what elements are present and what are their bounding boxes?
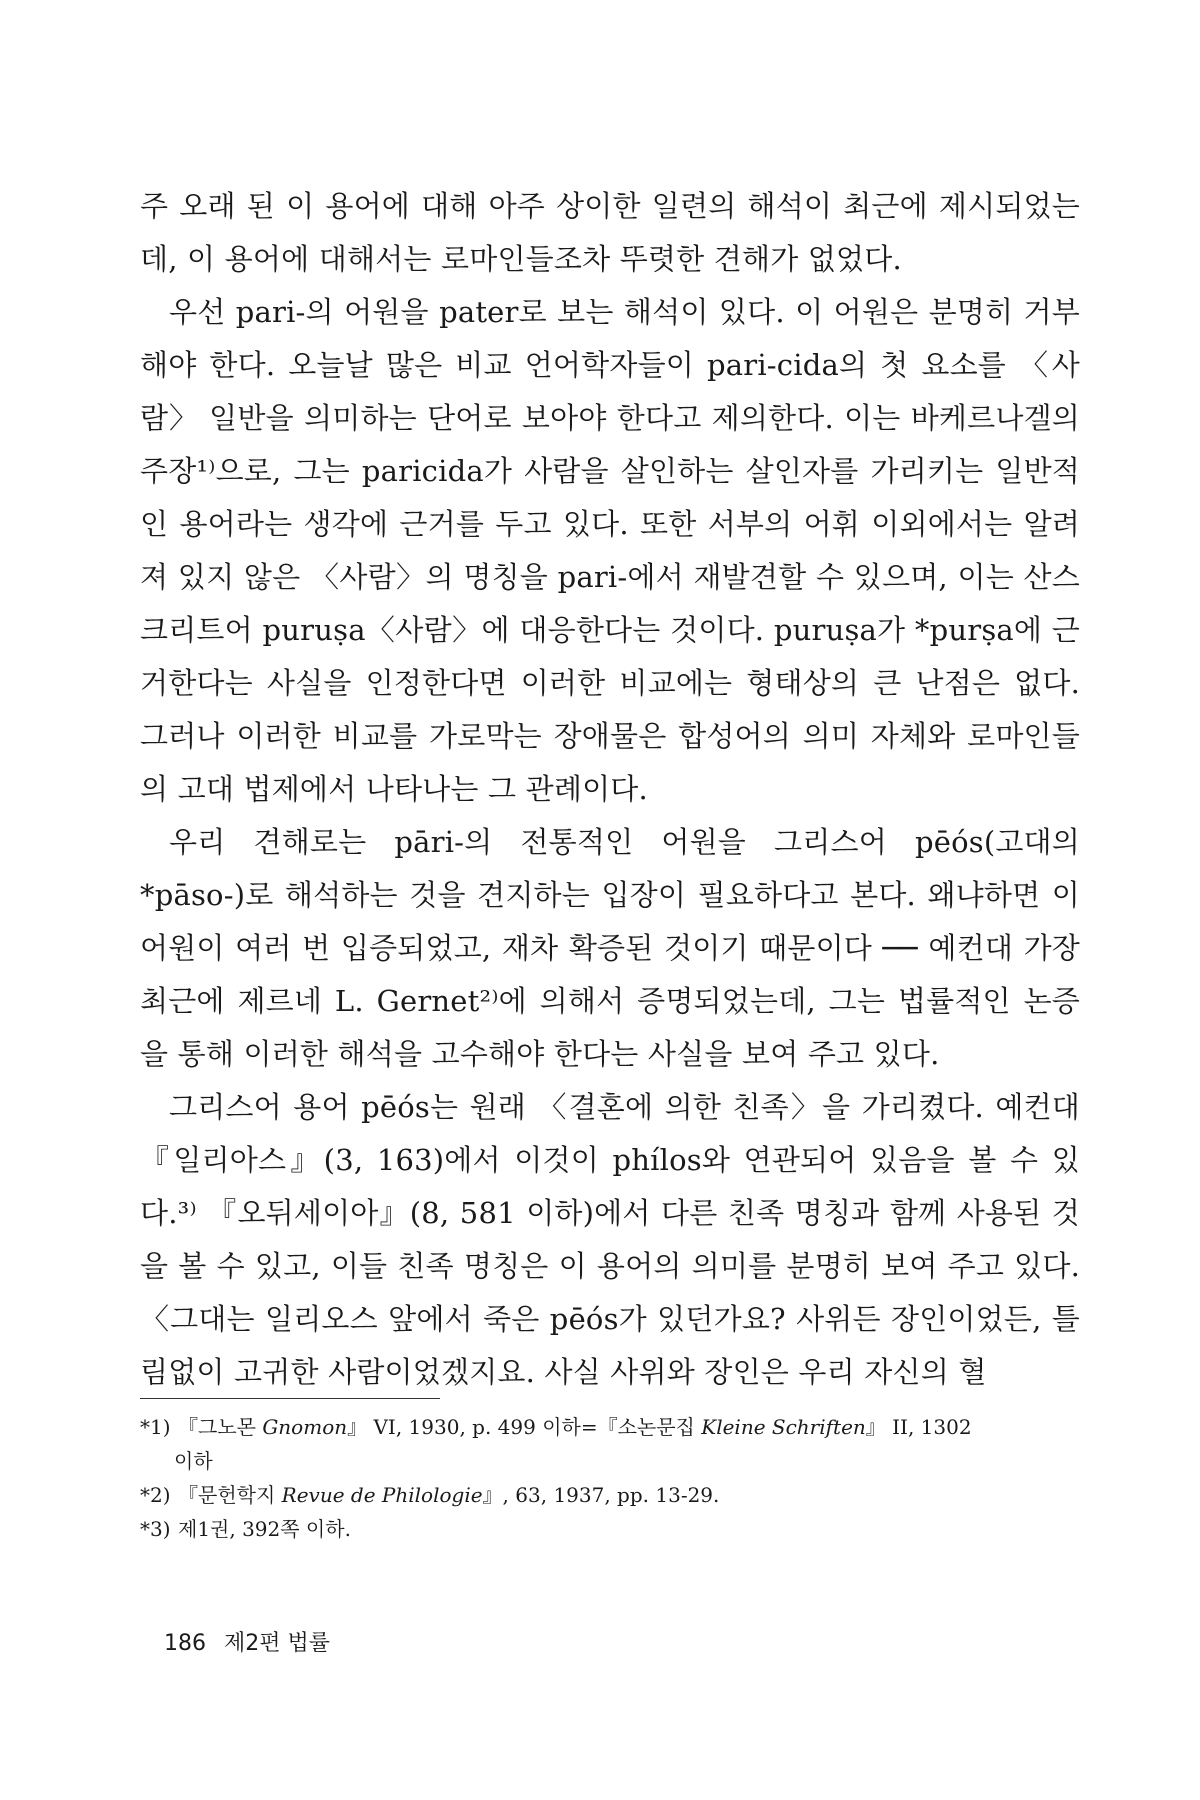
footnote-divider (140, 1398, 440, 1399)
footnote-2 (140, 1478, 1080, 1512)
footnote-text: 『그노몬 (178, 1415, 263, 1439)
footnote-text: 』 II, 1302 (865, 1415, 972, 1439)
footnote-text: 』 VI, 1930, p. 499 이하=『소논문집 (347, 1415, 702, 1439)
page-footer (164, 1626, 348, 1657)
footnote-text: 』, 63, 1937, pp. 13-29. (482, 1483, 720, 1507)
body-text (140, 180, 1080, 1399)
paragraph: 우리 견해로는 pāri-의 전통적인 어원을 그리스어 pēós(고대의 *pāso-)로 해석하는 것을 견지하는 입장이 필요하다고 본다. 왜냐하면 이 어원이 여러 번 입증되었고, 재차 확증된 것이기 때문이다 ── 예컨대 가장 최근에 제르네 L. Gernet²⁾에 의해서 증명되었는데, 그는 법률적인 논증을 통해 이러한 해석을 고수해야 한다는 사실을 보여 주고 있다. (140, 825, 1080, 1071)
footnotes (140, 1410, 1080, 1546)
footnote-title: Revue de Philologie (281, 1483, 483, 1507)
footnote-continuation: 이하 (174, 1449, 213, 1473)
footnote-title: Gnomon (262, 1415, 348, 1439)
footnote-mark: *3) (140, 1517, 171, 1541)
main-text (140, 180, 1080, 1399)
paragraph: 그리스어 용어 pēós는 원래 〈결혼에 의한 친족〉을 가리켰다. 예컨대 『일리아스』(3, 163)에서 이것이 phílos와 연관되어 있음을 볼 수 있다.³⁾ 『오뒤세이아』(8, 581 이하)에서 다른 친족 명칭과 함께 사용된 것을 볼 수 있고, 이들 친족 명칭은 이 용어의 의미를 분명히 보여 주고 있다. 〈그대는 일리오스 앞에서 죽은 pēós가 있던가요? 사위든 장인이었든, 틀림없이 고귀한 사람이었겠지요. 사실 사위와 장인은 우리 자신의 혈 (140, 1090, 1080, 1389)
footnote-3 (140, 1512, 1080, 1546)
footnote-1 (140, 1410, 1080, 1478)
footnote-text: 제1권, 392쪽 이하. (178, 1517, 351, 1541)
paragraph: 우선 pari-의 어원을 pater로 보는 해석이 있다. 이 어원은 분명히 거부해야 한다. 오늘날 많은 비교 언어학자들이 pari-cida의 첫 요소를 〈사람〉 일반을 의미하는 단어로 보아야 한다고 제의한다. 이는 바케르나겔의 주장¹⁾으로, 그는 paricida가 사람을 살인하는 살인자를 가리키는 일반적인 용어라는 생각에 근거를 두고 있다. 또한 서부의 어휘 이외에서는 알려져 있지 않은 〈사람〉의 명칭을 pari-에서 재발견할 수 있으며, 이는 산스크리트어 puruṣa〈사람〉에 대응한다는 것이다. puruṣa가 *purṣa에 근거한다는 사실을 인정한다면 이러한 비교에는 형태상의 큰 난점은 없다. 그러나 이러한 비교를 가로막는 장애물은 합성어의 의미 자체와 로마인들의 고대 법제에서 나타나는 그 관례이다. (140, 295, 1080, 806)
footnote-title: Kleine Schriften (701, 1415, 866, 1439)
page-number: 186 (164, 1631, 206, 1656)
section-title: 제2편 법률 (224, 1631, 330, 1656)
footnote-text: 『문헌학지 (178, 1483, 282, 1507)
paragraph: 주 오래 된 이 용어에 대해 아주 상이한 일련의 해석이 최근에 제시되었는데, 이 용어에 대해서는 로마인들조차 뚜렷한 견해가 없었다. (140, 189, 1080, 276)
footnote-mark: *2) (140, 1483, 171, 1507)
footnote-mark: *1) (140, 1415, 171, 1439)
